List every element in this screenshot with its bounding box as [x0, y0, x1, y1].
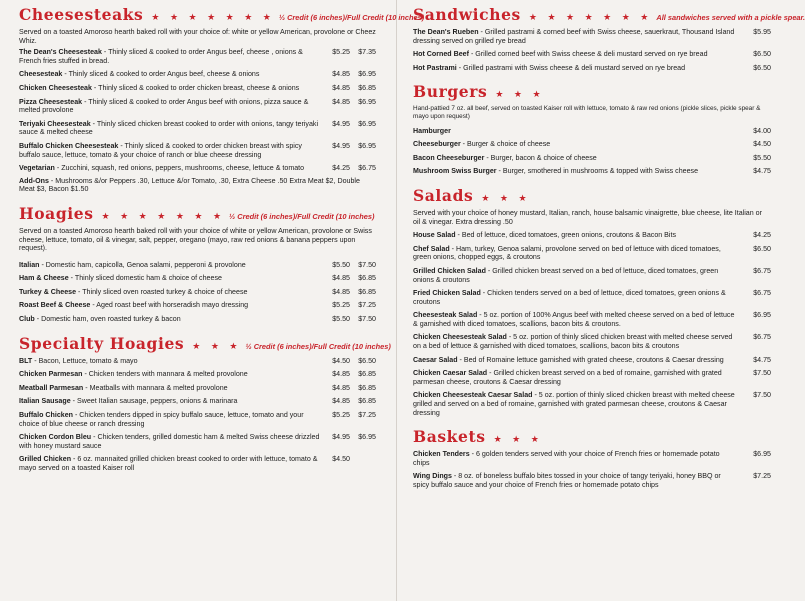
price-full: $6.85 — [358, 274, 376, 283]
menu-item-name: Cheesesteak — [19, 70, 63, 79]
menu-item-name: Caesar Salad — [413, 355, 458, 364]
menu-item-text — [413, 356, 741, 365]
menu-item-text — [19, 70, 326, 79]
menu-item-text — [413, 28, 741, 45]
price-full: $6.50 — [358, 356, 376, 365]
price: $6.50 — [753, 244, 771, 253]
menu-item-name: Chicken Cheesesteak — [19, 83, 92, 92]
section-note: All sandwiches served with a pickle spear. — [656, 13, 805, 22]
menu-item-description: - 5 oz. portion of thinly sliced chicken breast with melted cheese grilled and served on a bed of romaine, garnished with grated parmesan cheese, croutons & Caesar dressing — [413, 391, 735, 417]
menu-item-description: - Grilled pastrami & corned beef with Swiss cheese, sauerkraut, Thousand Island dressing served on grilled rye bread — [413, 28, 735, 45]
price: $6.50 — [753, 50, 771, 59]
section-title: Hoagies — [19, 203, 94, 223]
price-full: $7.50 — [358, 315, 376, 324]
menu-item-description: - Bed of Romaine lettuce garnished with grated cheese, croutons & Caesar dressing — [457, 355, 724, 364]
price: $6.95 — [753, 311, 771, 320]
price: $4.75 — [753, 167, 771, 176]
menu-item — [19, 370, 376, 379]
menu-item — [19, 433, 376, 450]
menu-item — [413, 50, 771, 59]
menu-item-text — [19, 274, 326, 283]
menu-item-text — [413, 167, 741, 176]
menu-item-description: - Thinly sliced & cooked to order chicken breast with spicy buffalo sauce, lettuce, tomato & your choice of ranch or blue cheese dressing — [19, 141, 302, 159]
stars-decoration: ★ ★ ★ ★ ★ ★ ★ — [528, 12, 653, 22]
menu-item-name: Grilled Chicken — [19, 455, 72, 464]
price-half: $5.25 — [332, 411, 350, 420]
section-title: Salads — [413, 185, 474, 205]
menu-item-name: Italian — [19, 260, 40, 269]
price-half: $4.85 — [332, 370, 350, 379]
menu-item-name: Cheesesteak Salad — [413, 311, 478, 320]
menu-item-name: Chicken Caesar Salad — [413, 369, 488, 378]
menu-item-name: BLT — [19, 356, 33, 365]
section-intro: Hand-pattied 7 oz. all beef, served on toasted Kaiser roll with lettuce, tomato & raw red onions (pickle slices, pickle spear & mayo upon request) — [413, 105, 761, 120]
menu-item — [19, 288, 376, 297]
hoagies-section — [19, 205, 376, 324]
menu-item-name: Meatball Parmesan — [19, 383, 84, 392]
menu-item-text — [19, 455, 326, 472]
menu-item-description: - Thinly sliced chicken breast cooked to order with onions, tangy teriyaki sauce & melted cheese — [19, 119, 319, 137]
stars-decoration: ★ ★ ★ ★ ★ ★ ★ — [101, 210, 226, 221]
menu-item-description: - Chicken tenders dipped in spicy buffalo sauce, lettuce, tomato and your choice of blue cheese or ranch dressing — [19, 411, 304, 428]
menu-item-description: - Grilled pastrami with Swiss cheese & deli mustard served on rye bread — [456, 63, 686, 72]
price-full: $7.35 — [358, 48, 376, 57]
menu-item-name: Vegetarian — [19, 164, 55, 173]
price: $6.75 — [753, 333, 771, 342]
stars-decoration: ★ ★ ★ — [493, 434, 543, 445]
menu-item-name: Turkey & Cheese — [19, 287, 77, 296]
menu-item-text — [413, 391, 741, 417]
menu-item-description: - 5 oz. portion of thinly sliced chicken breast with melted cheese served on a bed of lettuce & garnished with diced tomatoes, scallions, bacon bits & croutons — [413, 333, 733, 351]
price-half: $5.25 — [332, 48, 350, 57]
menu-item-description: - 6 oz. mannaited grilled chicken breast cooked to order with lettuce, tomato & mayo served on a toasted Kaiser roll — [19, 455, 318, 472]
menu-item-text — [19, 48, 326, 65]
addons-row: Add-Ons - Mushrooms &/or Peppers .30, Lettuce &/or Tomato, .30, Extra Cheese .50 Extra Meat $2, Double Meat $3, Bacon $1.50 — [19, 176, 360, 194]
menu-item-name: Chicken Tenders — [413, 450, 470, 459]
menu-item-text — [19, 261, 326, 270]
menu-item-text — [19, 120, 326, 137]
menu-item-description: - Bacon, Lettuce, tomato & mayo — [32, 356, 138, 365]
menu-item-description: - Thinly sliced & cooked to order Angus beef, cheese , onions & French fries stuffed in bread. — [19, 48, 303, 65]
price-half: $4.85 — [332, 397, 350, 406]
menu-item — [413, 167, 771, 176]
menu-item-name: Mushroom Swiss Burger — [413, 167, 497, 176]
menu-item-description: - Sweet Italian sausage, peppers, onions & marinara — [70, 397, 238, 406]
price-full: $6.85 — [358, 287, 376, 296]
menu-item — [19, 357, 376, 366]
price-half: $4.25 — [332, 164, 350, 173]
menu-item — [413, 127, 771, 136]
menu-item — [19, 301, 376, 310]
price-full: $6.95 — [358, 70, 376, 79]
menu-item-name: Cheeseburger — [413, 140, 461, 149]
menu-item-name: Chicken Cheesesteak Caesar Salad — [413, 391, 533, 400]
menu-item-text — [19, 288, 326, 297]
price: $4.00 — [753, 126, 771, 135]
menu-item-description: - Thinly sliced oven roasted turkey & choice of cheese — [76, 287, 248, 296]
price: $7.25 — [753, 472, 771, 481]
price-half: $5.50 — [332, 260, 350, 269]
section-title: Specialty Hoagies — [19, 333, 185, 353]
menu-item-description: - Domestic ham, capicolla, Genoa salami, pepperoni & provolone — [39, 260, 246, 269]
price: $7.50 — [753, 369, 771, 378]
stars-decoration: ★ ★ ★ — [495, 89, 545, 100]
menu-item-text — [413, 267, 741, 284]
menu-item — [413, 311, 771, 328]
menu-item-name: Chicken Cordon Bleu — [19, 433, 92, 442]
menu-item-text — [19, 142, 326, 159]
price: $6.50 — [753, 63, 771, 72]
menu-item — [413, 245, 771, 262]
price: $6.75 — [753, 289, 771, 298]
price-full: $7.25 — [358, 301, 376, 310]
price-full — [350, 455, 376, 472]
menu-item-description: - Aged roast beef with horseradish mayo dressing — [90, 301, 249, 310]
left-column — [19, 5, 425, 478]
menu-item-name: Club — [19, 315, 35, 324]
menu-item-description: - Ham, turkey, Genoa salami, provolone served on bed of lettuce with diced tomatoes, green onions, chopped eggs, & croutons — [413, 244, 721, 262]
specialty-section — [19, 333, 391, 473]
menu-item — [413, 64, 771, 73]
menu-item-name: Chicken Cheesesteak Salad — [413, 333, 507, 342]
menu-item-text — [19, 397, 326, 406]
menu-item-name: Roast Beef & Cheese — [19, 301, 91, 310]
menu-item-text — [19, 301, 326, 310]
menu-item-description: - Chicken tenders served on a bed of lettuce, diced tomatoes, green onions & croutons — [413, 289, 726, 306]
price: $7.50 — [753, 391, 771, 400]
menu-item — [19, 70, 376, 79]
menu-item — [19, 120, 376, 137]
cheesesteaks-section — [19, 5, 425, 194]
menu-item-description: - Chicken tenders with mannara & melted provolone — [82, 370, 248, 379]
price-half: $4.95 — [332, 141, 350, 150]
price-half: $4.85 — [332, 70, 350, 79]
price-full: $6.85 — [358, 83, 376, 92]
price-full: $7.50 — [358, 260, 376, 269]
price: $6.75 — [753, 266, 771, 275]
menu-item-description: - 8 oz. of boneless buffalo bites tossed in your choice of tangy teriyaki, honey BBQ or spicy buffalo sauce and your choice of French fries or homemade potato chips — [413, 472, 721, 489]
menu-item — [413, 369, 771, 386]
menu-item-description: - Chicken tenders, grilled domestic ham & melted Swiss cheese drizzled with honey mustard sauce — [19, 433, 320, 450]
price-full: $6.95 — [358, 433, 376, 442]
price: $4.50 — [753, 140, 771, 149]
menu-item — [413, 154, 771, 163]
price: $5.50 — [753, 153, 771, 162]
menu-item-name: Buffalo Chicken — [19, 411, 73, 420]
menu-item-name: The Dean's Cheesesteak — [19, 48, 102, 57]
price-half: $4.85 — [332, 97, 350, 106]
price-half: $4.85 — [332, 287, 350, 296]
price-half: $4.50 — [332, 356, 350, 365]
menu-item — [19, 274, 376, 283]
price: $5.95 — [753, 28, 771, 36]
menu-item-description: - Bed of lettuce, diced tomatoes, green onions, croutons & Bacon Bits — [455, 231, 677, 240]
price-full: $6.85 — [358, 370, 376, 379]
menu-item-text — [19, 433, 326, 450]
stars-decoration: ★ ★ ★ ★ ★ ★ ★ — [151, 12, 275, 22]
baskets-section — [413, 428, 771, 489]
sandwiches-section — [413, 5, 805, 72]
menu-item-text — [19, 84, 326, 93]
price-full: $6.95 — [358, 141, 376, 150]
menu-item-description: - Grilled chicken breast served on a bed of romaine, garnished with grated parmesan cheese, croutons & Caesar dressing — [413, 369, 722, 386]
menu-item — [19, 455, 376, 472]
section-intro: Served with your choice of honey mustard, Italian, ranch, house balsamic vinaigrette, blue cheese, lite Italian or oil & vinegar. Extra dressing .50 — [413, 208, 762, 226]
menu-item-text — [413, 140, 741, 149]
menu-item — [19, 397, 376, 406]
price-full: $6.85 — [358, 383, 376, 392]
menu-item-name: House Salad — [413, 231, 456, 240]
menu-item-name: Grilled Chicken Salad — [413, 266, 486, 275]
section-title: Burgers — [413, 82, 488, 102]
menu-item — [413, 140, 771, 149]
menu-item-text — [413, 472, 741, 489]
menu-item-text — [413, 127, 741, 136]
menu-item-description: - 6 golden tenders served with your choice of French fries or homemade potato chips — [413, 450, 720, 467]
right-column — [413, 5, 805, 495]
section-title: Cheesesteaks — [19, 5, 144, 24]
menu-item-name: Hot Corned Beef — [413, 50, 469, 59]
menu-item — [413, 267, 771, 284]
menu-item-name: Pizza Cheesesteak — [19, 97, 83, 106]
menu-item-name: Ham & Cheese — [19, 274, 69, 283]
menu-item-text — [19, 98, 326, 115]
section-intro: Served on a toasted Amoroso hearth baked roll with your choice of white or yellow American, provolone or Swiss cheese, lettuce, tomato, oil & vinegar, salt, pepper, oregano (mayo, raw red onions & banana peppers upon request). — [19, 226, 372, 253]
menu-item-name: Bacon Cheeseburger — [413, 153, 485, 162]
menu-item-description: - Burger & choice of cheese — [460, 140, 551, 149]
price-half: $4.50 — [332, 455, 350, 464]
menu-item-text — [413, 245, 741, 262]
menu-item — [19, 411, 376, 428]
menu-item-name: Chicken Parmesan — [19, 370, 83, 379]
menu-item — [19, 142, 376, 159]
price-half: $4.85 — [332, 274, 350, 283]
price-full: $6.85 — [358, 397, 376, 406]
price: $6.95 — [753, 450, 771, 459]
price-half: $4.85 — [332, 83, 350, 92]
menu-item-text — [19, 357, 326, 366]
menu-item-name: Teriyaki Cheesesteak — [19, 119, 91, 128]
menu-item — [413, 289, 771, 306]
menu-item-description: - Burger, bacon & choice of cheese — [484, 153, 597, 162]
menu-item — [19, 384, 376, 393]
menu-item-description: - Domestic ham, oven roasted turkey & bacon — [34, 315, 181, 324]
price-half: $5.50 — [332, 315, 350, 324]
burgers-section — [413, 83, 771, 176]
menu-item-text — [413, 50, 741, 59]
price-half: $5.25 — [332, 301, 350, 310]
menu-item-name: The Dean's Rueben — [413, 28, 479, 36]
menu-item-description: - Grilled corned beef with Swiss cheese & deli mustard served on rye bread — [468, 50, 708, 59]
menu-item-description: - Grilled chicken breast served on a bed of lettuce, diced tomatoes, green onions & croutons — [413, 266, 719, 284]
menu-item — [413, 450, 771, 467]
section-note: ½ Credit (6 inches)/Full Credit (10 inches) — [229, 211, 375, 221]
section-note: ½ Credit (6 inches)/Full Credit (10 inches) — [278, 13, 425, 22]
price-half: $4.95 — [332, 433, 350, 442]
stars-decoration: ★ ★ ★ — [192, 340, 242, 351]
menu-item-text — [413, 311, 741, 328]
price-full: $6.95 — [358, 97, 376, 106]
price-half: $4.85 — [332, 383, 350, 392]
menu-item-text — [413, 333, 741, 350]
menu-item-text — [413, 289, 741, 306]
menu-item — [413, 231, 771, 240]
menu-item-text — [413, 231, 741, 240]
menu-item-description: - 5 oz. portion of 100% Angus beef with melted cheese served on a bed of lettuce & garnished with diced tomatoes, scallions, bacon bits & croutons. — [413, 311, 735, 328]
menu-item-name: Buffalo Chicken Cheesesteak — [19, 141, 119, 150]
price-full: $6.95 — [358, 119, 376, 128]
menu-item-description: - Zucchini, squash, red onions, peppers, mushrooms, cheese, lettuce & tomato — [54, 164, 305, 173]
menu-item-name: Italian Sausage — [19, 397, 71, 406]
menu-item-text — [19, 370, 326, 379]
menu-item-description: - Thinly sliced & cooked to order Angus beef with onions, pizza sauce & melted provolone — [19, 97, 309, 115]
price: $4.75 — [753, 355, 771, 364]
price-half: $4.95 — [332, 119, 350, 128]
price: $4.25 — [753, 231, 771, 240]
menu-item-name: Fried Chicken Salad — [413, 289, 481, 298]
menu-item-text — [19, 411, 326, 428]
menu-item-description: - Burger, smothered in mushrooms & topped with Swiss cheese — [496, 167, 699, 176]
menu-item-name: Chef Salad — [413, 244, 450, 253]
section-note: ½ Credit (6 inches)/Full Credit (10 inches) — [245, 341, 391, 351]
menu-item-name: Hot Pastrami — [413, 63, 457, 72]
menu-item — [413, 356, 771, 365]
section-title: Baskets — [413, 427, 486, 447]
menu-item-text — [19, 384, 326, 393]
menu-item-description: - Thinly sliced & cooked to order chicken breast, cheese & onions — [91, 83, 300, 92]
menu-item-description: - Meatballs with mannara & melted provolone — [83, 383, 228, 392]
price-full: $6.75 — [358, 164, 376, 173]
menu-item-text — [413, 450, 741, 467]
price-full: $7.25 — [358, 411, 376, 420]
menu-item — [413, 472, 771, 489]
menu-item-name: Hamburger — [413, 126, 451, 135]
menu-item-text — [19, 164, 326, 173]
salads-section — [413, 187, 771, 417]
menu-item-text — [413, 369, 741, 386]
menu-item-text — [413, 64, 741, 73]
section-intro: Served on a toasted Amoroso hearth baked roll with your choice of: white or yellow American, provolone or Cheez Whiz. — [19, 28, 376, 45]
menu-item — [19, 84, 376, 93]
menu-item — [19, 164, 376, 173]
stars-decoration: ★ ★ ★ — [481, 192, 531, 203]
menu-item — [19, 98, 376, 115]
menu-item-text — [413, 154, 741, 163]
menu-item — [19, 48, 376, 65]
menu-item-name: Wing Dings — [413, 472, 452, 481]
menu-item — [413, 28, 771, 45]
menu-item-text — [19, 315, 326, 324]
menu-item-description: - Thinly sliced & cooked to order Angus beef, cheese & onions — [62, 70, 260, 79]
menu-item — [19, 261, 376, 270]
menu-item — [413, 391, 771, 417]
section-title: Sandwiches — [413, 5, 521, 24]
menu-item — [19, 315, 376, 324]
menu-item-description: - Thinly sliced domestic ham & choice of cheese — [68, 274, 222, 283]
menu-item — [413, 333, 771, 350]
column-divider — [396, 0, 397, 601]
